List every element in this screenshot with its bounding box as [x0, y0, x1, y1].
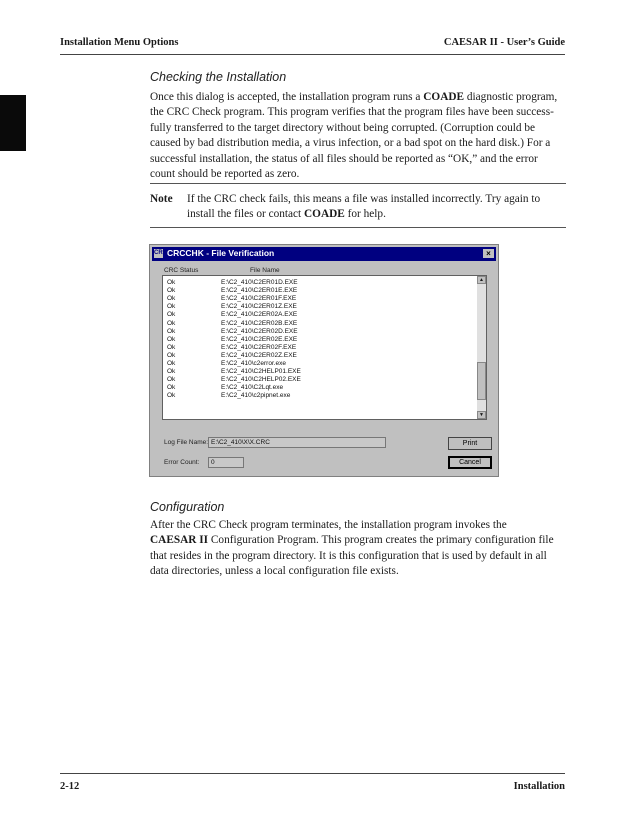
list-item-status: Ok — [167, 392, 176, 400]
list-item-status: Ok — [167, 376, 176, 384]
list-item-status: Ok — [167, 335, 176, 343]
list-item-file: E:\C2_410\C2ER02E.EXE — [221, 335, 298, 343]
paragraph-line: successful installation, the status of all files should be reported as “OK,” and the error — [150, 152, 538, 165]
cancel-button[interactable]: Cancel — [448, 456, 492, 469]
close-icon[interactable]: × — [483, 249, 494, 258]
col-header-status: CRC Status — [164, 267, 199, 274]
list-item-status: Ok — [167, 287, 176, 295]
header-section-title: Installation Menu Options — [60, 37, 179, 48]
paragraph-line: CAESAR II Configuration Program. This program creates the primary configuration file — [150, 534, 554, 547]
scroll-up-icon[interactable]: ▲ — [477, 276, 486, 284]
scroll-down-icon[interactable]: ▼ — [477, 411, 486, 419]
list-item-file: E:\C2_410\C2ER02B.EXE — [221, 319, 298, 327]
crc-check-dialog — [149, 244, 499, 477]
list-item-status: Ok — [167, 311, 176, 319]
list-item-status: Ok — [167, 295, 176, 303]
section-paragraph-checking — [150, 90, 568, 182]
dialog-title: CRCCHK - File Verification — [167, 248, 275, 258]
log-file-field[interactable]: E:\C2_410\X\X.CRC — [208, 437, 386, 448]
list-item-status: Ok — [167, 360, 176, 367]
list-item-file: E:\C2_410\C2ER01D.EXE — [221, 279, 298, 286]
list-item-file: E:\C2_410\C2ER02A.EXE — [221, 311, 298, 319]
list-item-status: Ok — [167, 343, 176, 351]
list-item-status: Ok — [167, 368, 176, 376]
list-item-file: E:\C2_410\C2ER01E.EXE — [221, 287, 298, 295]
list-item-file: E:\C2_410\c2error.exe — [221, 360, 287, 367]
app-icon: CRC — [154, 250, 167, 256]
page-number: 2-12 — [60, 781, 80, 792]
col-header-file: File Name — [250, 267, 280, 274]
list-item-file: E:\C2_410\C2Lqt.exe — [221, 384, 284, 392]
note-text — [187, 192, 540, 223]
list-item-file: E:\C2_410\C2ER02Z.EXE — [221, 351, 297, 359]
list-item-file: E:\C2_410\C2ER01Z.EXE — [221, 303, 297, 311]
paragraph-line: After the CRC Check program terminates, the installation program invokes the — [150, 519, 507, 531]
header-book-title: CAESAR II - User’s Guide — [443, 37, 565, 48]
note-label: Note — [150, 193, 173, 205]
list-item-status: Ok — [167, 384, 176, 392]
list-item-status: Ok — [167, 279, 176, 286]
paragraph-line: count should be reported as zero. — [150, 168, 300, 181]
note-line-2: install the files or contact COADE for help. — [187, 208, 386, 221]
page-header — [60, 37, 565, 51]
print-button[interactable]: Print — [448, 437, 492, 450]
list-item-file: E:\C2_410\C2ER02D.EXE — [221, 327, 298, 335]
list-item-file: E:\C2_410\C2HELP01.EXE — [221, 368, 301, 376]
note-line-1: If the CRC check fails, this means a file was installed incorrectly. Try again to — [187, 193, 541, 205]
error-count-field[interactable]: 0 — [208, 457, 244, 468]
chapter-tab-marker — [0, 95, 26, 151]
list-scrollbar[interactable] — [477, 276, 486, 419]
error-count-label: Error Count: — [164, 459, 200, 466]
scroll-thumb[interactable] — [477, 362, 486, 400]
paragraph-line: that resides in the program directory. It is this configuration that is used by default in all — [150, 549, 547, 562]
note-top-rule — [150, 183, 566, 184]
paragraph-line: Once this dialog is accepted, the installation program runs a COADE diagnostic program, — [150, 91, 558, 103]
list-item-status: Ok — [167, 319, 176, 327]
log-file-label: Log File Name: — [164, 439, 209, 446]
list-item-file: E:\C2_410\C2HELP02.EXE — [221, 376, 301, 384]
file-list[interactable] — [162, 275, 487, 420]
list-item-status: Ok — [167, 303, 176, 311]
list-item-file: E:\C2_410\c2pipnet.exe — [221, 392, 291, 400]
note-bottom-rule — [150, 227, 566, 228]
paragraph-line: data directories, unless a local configuration file exists. — [150, 565, 399, 578]
section-paragraph-configuration — [150, 518, 568, 580]
paragraph-line: fully transferred to the target directory without being corrupted. (Corruption could be — [150, 121, 536, 134]
footer-rule — [60, 773, 565, 774]
list-item-file: E:\C2_410\C2ER01F.EXE — [221, 295, 297, 303]
list-item-file: E:\C2_410\C2ER02F.EXE — [221, 343, 297, 351]
footer-chapter: Installation — [513, 781, 565, 792]
section-heading-configuration: Configuration — [150, 500, 225, 514]
list-item-status: Ok — [167, 327, 176, 335]
header-rule — [60, 54, 565, 55]
dialog-titlebar[interactable] — [152, 247, 496, 261]
list-item-status: Ok — [167, 351, 176, 359]
paragraph-line: caused by bad distribution media, a virus infection, or a bad spot on the hard disk.) For a — [150, 137, 551, 150]
section-heading-checking: Checking the Installation — [150, 70, 287, 84]
paragraph-line: the CRC Check program. This program verifies that the program files have been success- — [150, 106, 554, 119]
